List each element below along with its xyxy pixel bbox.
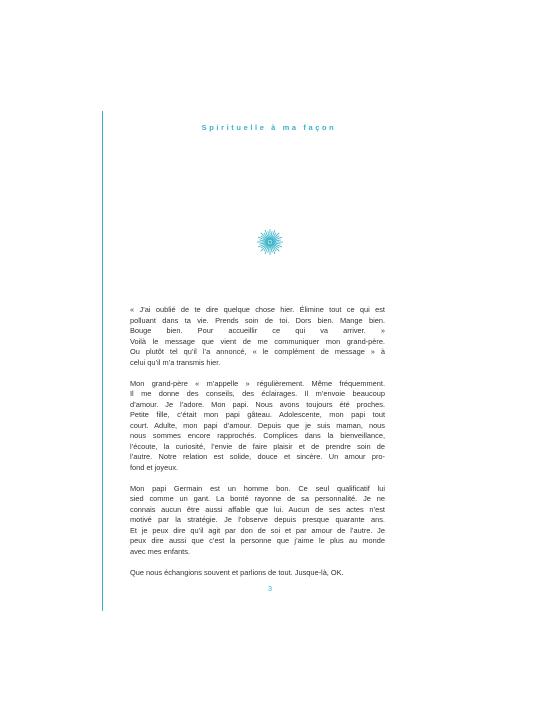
paragraph bbox=[130, 379, 385, 474]
text-line: Ou plutôt tel qu’il l’a annoncé, « le complément de message » à bbox=[130, 347, 385, 356]
page-number: 3 bbox=[267, 584, 273, 593]
text-line: court. Adulte, mon papi d’amour. Depuis que je suis maman, nous bbox=[130, 420, 385, 430]
text-line: Mon papi Germain est un homme bon. Ce seul qualificatif lui bbox=[130, 483, 385, 493]
text-line: celui qu’il m’a transmis hier. bbox=[130, 357, 221, 367]
margin-rule bbox=[102, 111, 103, 611]
chapter-title: Spirituelle à ma façon bbox=[201, 123, 337, 132]
paragraph bbox=[130, 484, 385, 558]
text-line: sied comme un gant. La bonté rayonne de sa personnalité. Je ne bbox=[130, 494, 385, 503]
text-line: motivé par la stratégie. Je l’observe depuis presque quarante ans. bbox=[130, 515, 385, 524]
sunburst-icon bbox=[256, 228, 284, 256]
text-line: Il me donne des conseils, des éclairages. Il m’envoie beaucoup bbox=[130, 389, 385, 398]
text-line: Voilà le message que vient de me communiquer mon grand-père. bbox=[130, 336, 385, 346]
text-line: Que nous échangions souvent et parlions de tout. Jusque-là, OK. bbox=[130, 567, 344, 577]
text-line: Et je peux dire qu’il agit par don de soi et par amour de l’autre. Je bbox=[130, 525, 385, 535]
text-line: l’écoute, la curiosité, l’envie de faire plaisir et de prendre soin de bbox=[130, 441, 385, 451]
text-line: d’amour. Je l’adore. Mon papi. Nous avons toujours été proches. bbox=[130, 399, 385, 409]
text-line: avec mes enfants. bbox=[130, 546, 190, 556]
text-line: connais aucun être aussi affable que lui. Aucun de ses actes n’est bbox=[130, 504, 385, 514]
sunburst-center bbox=[268, 240, 271, 243]
text-line: Mon grand-père « m’appelle » régulièrement. Même fréquemment. bbox=[130, 378, 385, 388]
text-line: nous sommes encore rapprochés. Complices dans la bienveillance, bbox=[130, 431, 385, 440]
text-line: Bouge bien. Pour accueillir ce qui va arriver. » bbox=[130, 326, 385, 335]
text-line: l’autre. Notre relation est solide, douce et sincère. Un amour pro- bbox=[130, 452, 385, 461]
text-line: polluant dans ta vie. Prends soin de toi. Dors bien. Mange bien. bbox=[130, 315, 385, 325]
text-line: « J’ai oublié de te dire quelque chose hier. Élimine tout ce qui est bbox=[130, 305, 385, 314]
text-line: fond et joyeux. bbox=[130, 462, 179, 472]
body-text bbox=[130, 305, 385, 589]
paragraph bbox=[130, 568, 385, 579]
text-line: Petite fille, c’était mon papi gâteau. Adolescente, mon papi tout bbox=[130, 410, 385, 419]
paragraph bbox=[130, 305, 385, 368]
text-line: peux dire aussi que c’est la personne que j’aime le plus au monde bbox=[130, 536, 385, 545]
